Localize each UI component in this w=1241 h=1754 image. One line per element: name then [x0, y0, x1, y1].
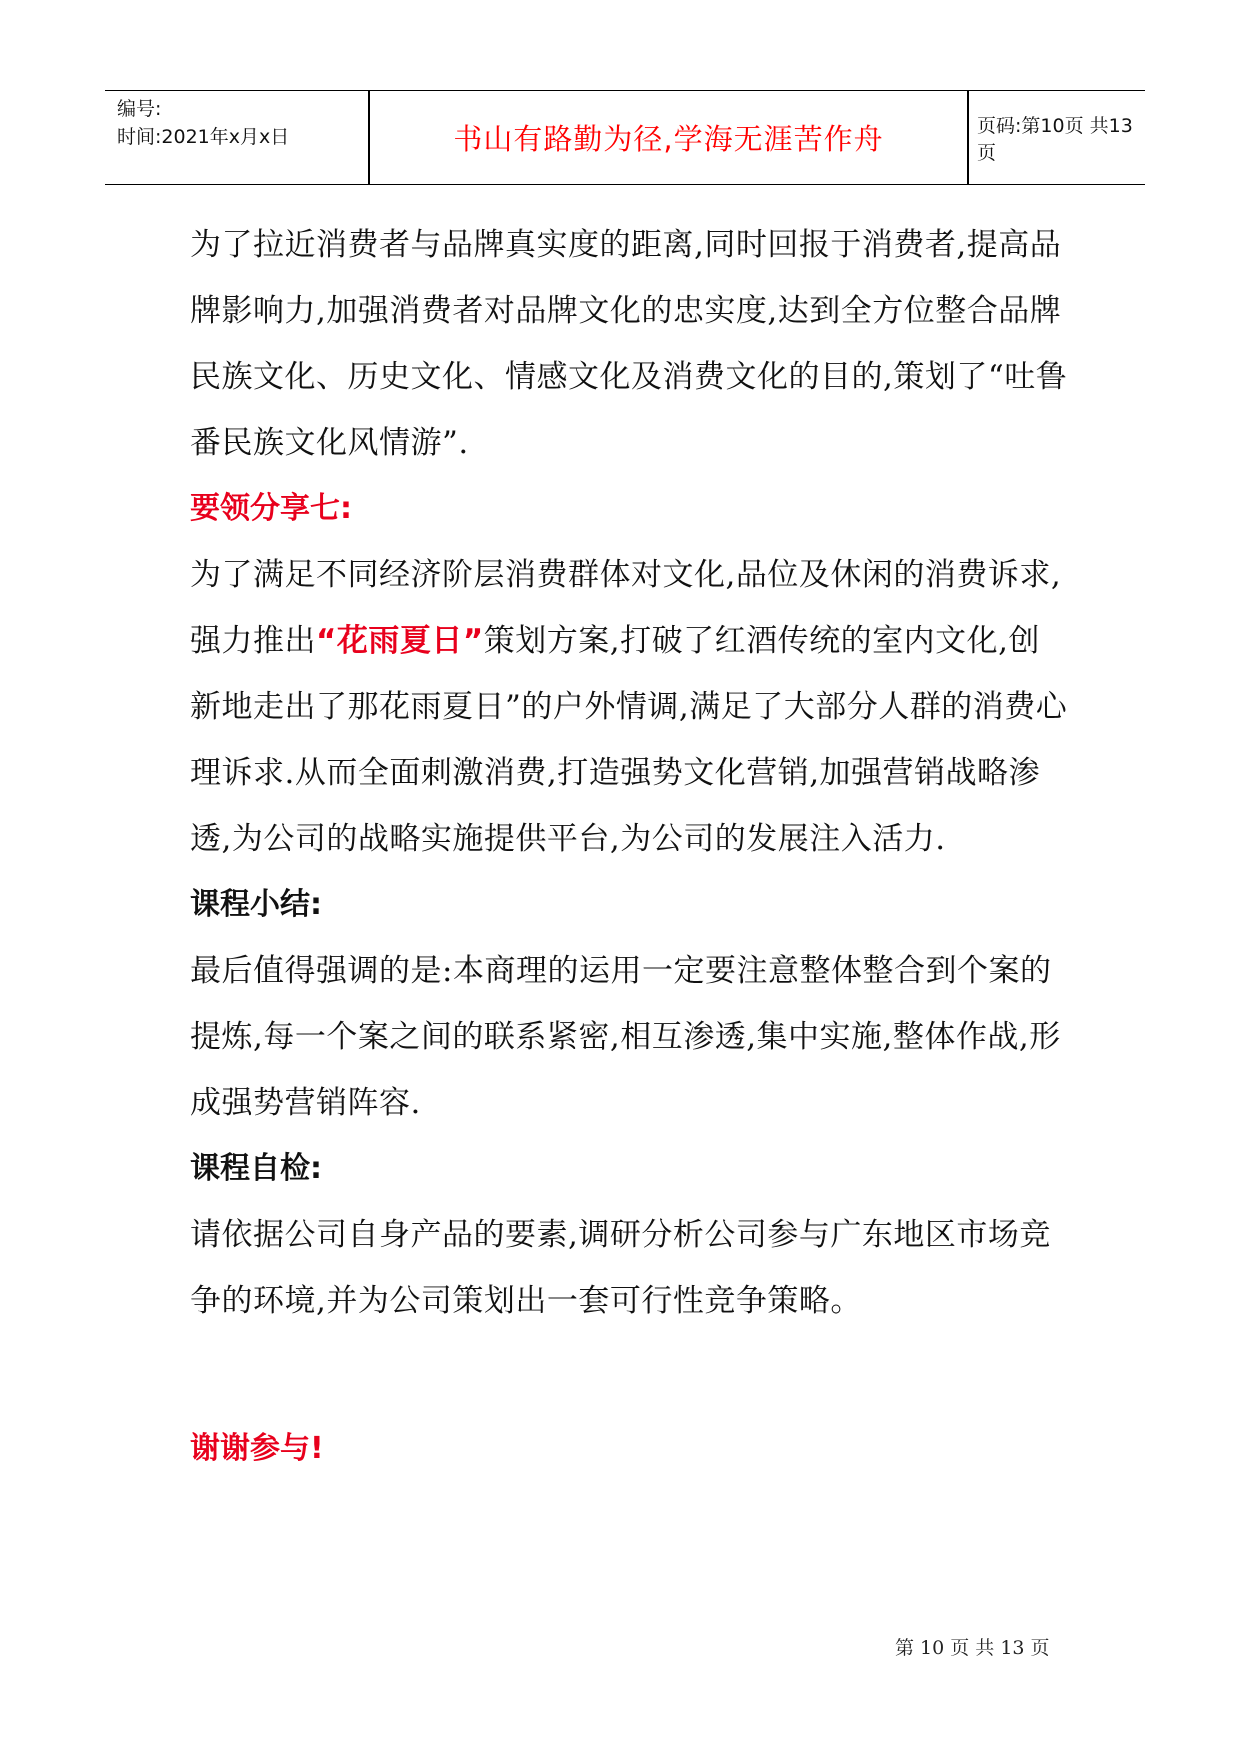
- time-label: 时间:2021年x月x日: [117, 126, 290, 148]
- paragraph-3: 最后值得强调的是:本商理的运用一定要注意整体整合到个案的提炼,每一个案之间的联系紧密,相互渗透,集中实施,整体作战,形成强势营销阵容.: [190, 953, 1061, 1121]
- page-header: [105, 90, 1145, 185]
- heading-course-self-check: 课程自检:: [190, 1151, 322, 1186]
- closing-thanks: 谢谢参与!: [190, 1431, 324, 1466]
- heading-tip-seven: 要领分享七:: [190, 491, 352, 526]
- paragraph-2-end: 策划方案,打破了红酒传统的室内文化,创新地走出了那花雨夏日”的户外情调,满足了大部分人群的消费心理诉求.从而全面刺激消费,打造强势文化营销,加强营销战略渗透,为公司的战略实施提供平台,为公司的发展注入活力.: [190, 623, 1068, 857]
- page-footer: 第 10 页 共 13 页: [895, 1637, 1050, 1659]
- heading-course-summary: 课程小结:: [190, 887, 322, 922]
- header-meta: [117, 95, 365, 180]
- header-page-label: 页码:第10页 共13页: [977, 114, 1133, 164]
- paragraph-2: [190, 542, 1070, 872]
- paragraph-1: 为了拉近消费者与品牌真实度的距离,同时回报于消费者,提高品牌影响力,加强消费者对品牌文化的忠实度,达到全方位整合品牌民族文化、历史文化、情感文化及消费文化的目的,策划了“吐鲁番民族文化风情游”.: [190, 227, 1068, 461]
- spacer: [190, 1334, 1070, 1416]
- header-divider-right: [967, 91, 969, 184]
- paragraph-4: 请依据公司自身产品的要素,调研分析公司参与广东地区市场竞争的环境,并为公司策划出一套可行性竞争策略。: [190, 1217, 1051, 1319]
- document-body: [190, 212, 1070, 1482]
- paragraph-2-start: 为了满足不同经济阶层消费群体对文化,品位及休闲的消费诉求,强力推出: [190, 557, 1062, 659]
- campaign-name-highlight: “花雨夏日”: [316, 623, 484, 659]
- header-motto: 书山有路勤为径,学海无涯苦作舟: [453, 122, 884, 156]
- number-label: 编号:: [117, 98, 162, 120]
